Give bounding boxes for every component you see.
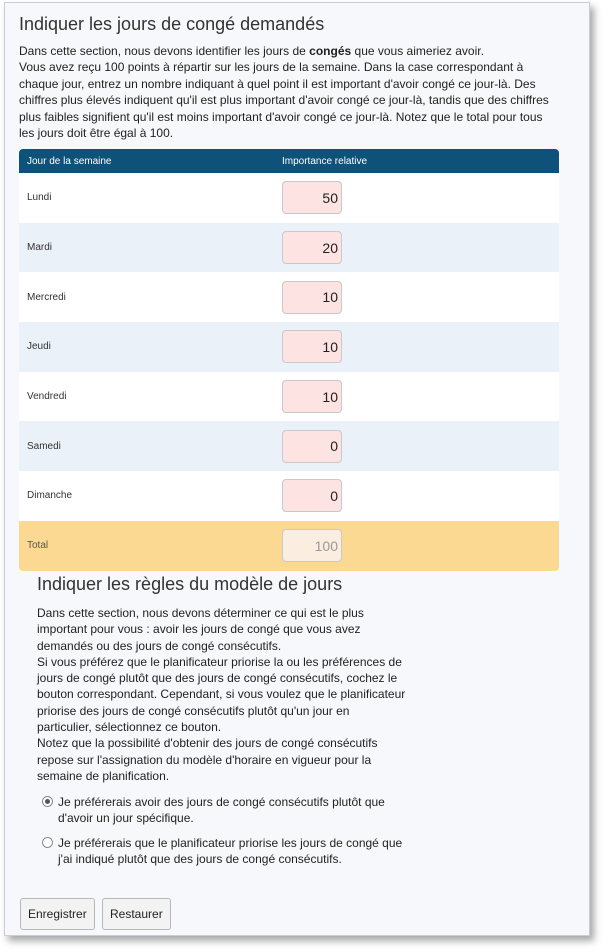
importance-input-jeudi[interactable] xyxy=(282,330,342,363)
section-title-days-off: Indiquer les jours de congé demandés xyxy=(19,14,325,34)
day-label: Samedi xyxy=(19,421,274,471)
radio-button-consecutive[interactable] xyxy=(42,796,53,807)
table-row xyxy=(19,173,559,223)
rules-paragraph-1: Dans cette section, nous devons déterminer ce qui est le plus important pour vous : avoir les jours de congé que vous avez demandés ou des jours de congé consécutifs. xyxy=(37,606,364,653)
radio-button-specific-days[interactable] xyxy=(42,837,53,848)
table-total-row xyxy=(19,521,559,571)
intro-text xyxy=(19,43,559,141)
importance-input-dimanche[interactable] xyxy=(282,479,342,512)
column-header-importance: Importance relative xyxy=(274,149,559,173)
reset-button[interactable]: Restaurer xyxy=(102,898,171,930)
day-label: Dimanche xyxy=(19,471,274,521)
total-input xyxy=(282,529,342,562)
table-row xyxy=(19,223,559,273)
importance-input-lundi[interactable] xyxy=(282,181,342,214)
intro-line1-post: que vous aimeriez avoir. xyxy=(351,44,484,58)
column-header-day: Jour de la semaine xyxy=(19,149,274,173)
day-label: Mardi xyxy=(19,223,274,273)
rules-paragraph-3: Notez que la possibilité d'obtenir des jours de congé consécutifs repose sur l'assignation du modèle d'horaire en vigueur pour la semaine de planification. xyxy=(37,736,378,783)
rules-text xyxy=(37,605,407,784)
table-row xyxy=(19,421,559,471)
table-row xyxy=(19,471,559,521)
radio-label-specific-days[interactable]: Je préférerais que le planificateur priorise les jours de congé que j'ai indiqué plutôt que des jours de congé consécutifs. xyxy=(58,836,403,867)
radio-option-consecutive[interactable] xyxy=(42,794,412,827)
intro-rest: Vous avez reçu 100 points à répartir sur les jours de la semaine. Dans la case correspondant à chaque jour, entrez un nombre indiquant à quel point il est important d'avoir congé ce jour-là. Des chiffres plus élevés indiquent qu'il est plus important d'avoir congé ce jour-là, tandis que des chiffres plus faibles signifient qu'il est moins important d'avoir congé ce jour-là. Notez que le total pour tous les jours doit être égal à 100. xyxy=(19,60,549,141)
save-button[interactable]: Enregistrer xyxy=(20,898,95,930)
intro-bold-word: congés xyxy=(309,44,352,58)
radio-label-consecutive[interactable]: Je préférerais avoir des jours de congé consécutifs plutôt que d'avoir un jour spécifique. xyxy=(58,795,385,826)
preferences-panel xyxy=(4,2,590,936)
section-title-rules: Indiquer les règles du modèle de jours xyxy=(37,574,343,594)
day-label: Jeudi xyxy=(19,322,274,372)
radio-option-specific-days[interactable] xyxy=(42,835,412,868)
importance-input-mercredi[interactable] xyxy=(282,281,342,314)
total-label: Total xyxy=(19,521,274,571)
intro-line1-pre: Dans cette section, nous devons identifier les jours de xyxy=(19,44,310,58)
table-row xyxy=(19,322,559,372)
days-off-table xyxy=(19,149,559,571)
rules-paragraph-2: Si vous préférez que le planificateur priorise la ou les préférences de jours de congé plutôt que des jours de congé consécutifs, cochez le bouton correspondant. Cependant, si vous voulez que le planificateur priorise des jours de congé consécutifs plutôt qu'un jour en particulier, sélectionnez ce bouton. xyxy=(37,654,406,735)
table-row xyxy=(19,372,559,422)
importance-input-samedi[interactable] xyxy=(282,430,342,463)
table-row xyxy=(19,272,559,322)
day-label: Lundi xyxy=(19,173,274,223)
day-label: Vendredi xyxy=(19,372,274,422)
table-header-row xyxy=(19,149,559,173)
importance-input-mardi[interactable] xyxy=(282,231,342,264)
importance-input-vendredi[interactable] xyxy=(282,380,342,413)
day-label: Mercredi xyxy=(19,272,274,322)
